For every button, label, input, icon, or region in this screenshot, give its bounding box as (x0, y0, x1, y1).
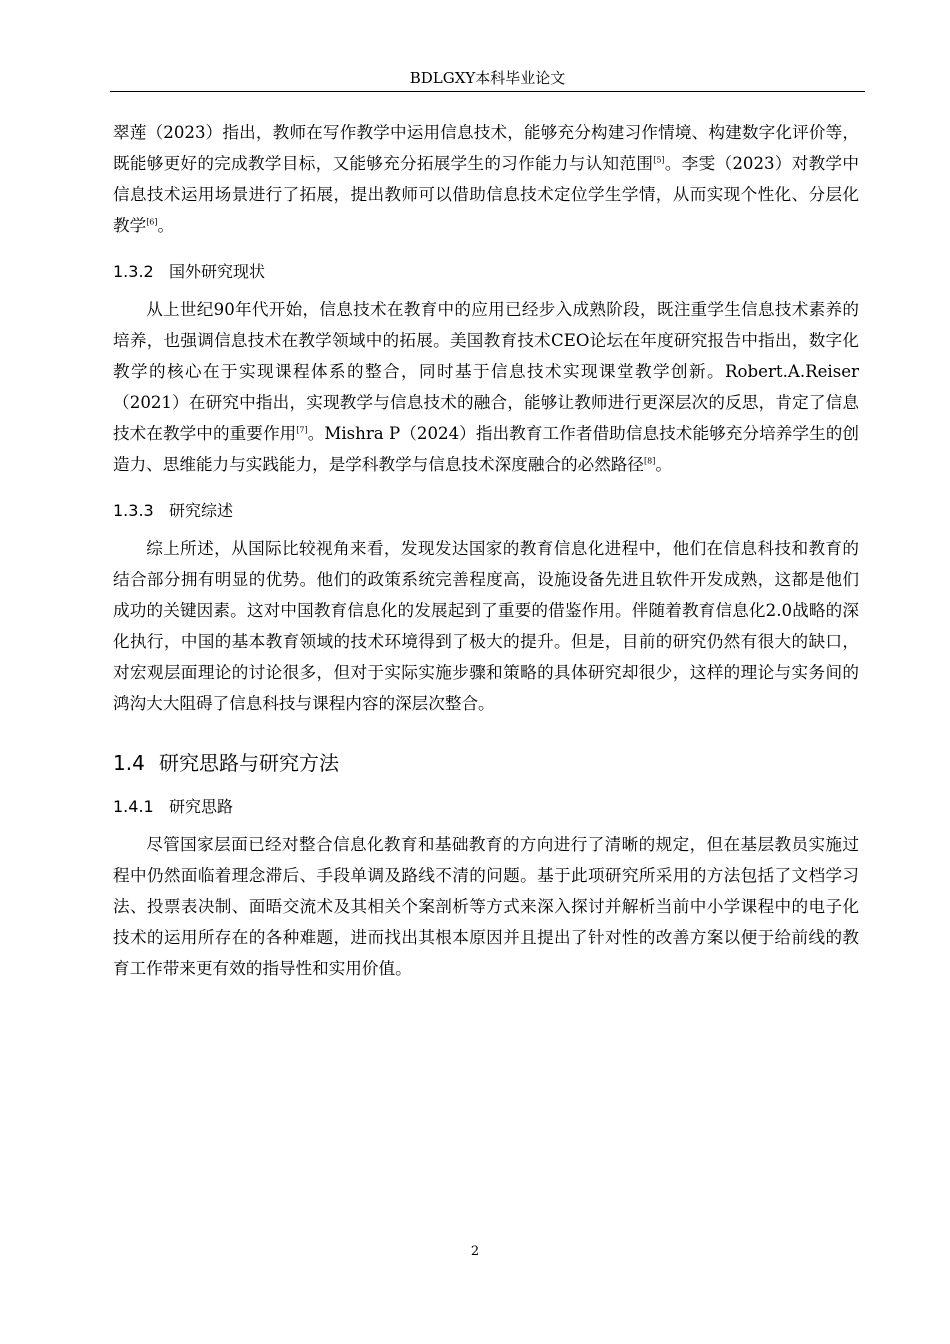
paragraph: 尽管国家层面已经对整合信息化教育和基础教育的方向进行了清晰的规定，但在基层教员实施过程中仍然面临着理念滞后、手段单调及路线不清的问题。基于此项研究所采用的方法包括了文档学习法、投票表决制、面晤交流术及其相关个案剖析等方式来深入探讨并解析当前中小学课程中的电子化技术的运用所存在的各种难题，进而找出其根本原因并且提出了针对性的改善方案以便于给前线的教育工作带来更有效的指导性和实用价值。 (113, 835, 859, 978)
paragraph-text: 翠莲（2023）指出，教师在写作教学中运用信息技术，能够充分构建习作情境、构建数字化评价等，既能够更好的完成教学目标，又能够充分拓展学生的习作能力与认知范围 (113, 123, 859, 173)
page-number: 2 (470, 1244, 480, 1259)
subsection-heading (113, 499, 859, 523)
section-heading (113, 749, 859, 777)
subsection-heading (113, 260, 859, 284)
heading-number: 1.4.1 (113, 797, 154, 816)
citation-ref: [5] (653, 155, 665, 165)
subsection-heading (113, 795, 859, 819)
document-body (113, 117, 859, 984)
paragraph (113, 294, 859, 480)
paragraph-text: 。李雯（2023）对教学中信息技术运用场景进行了拓展，提出教师可以借助信息技术定位学生学情，从而实现个性化、分层化教学 (113, 154, 859, 235)
heading-title: 研究思路与研究方法 (159, 751, 339, 775)
page-header (110, 68, 865, 92)
heading-title: 国外研究现状 (169, 262, 266, 281)
paragraph-text: 从上世纪90年代开始，信息技术在教育中的应用已经步入成熟阶段，既注重学生信息技术素养的培养，也强调信息技术在教学领域中的拓展。美国教育技术CEO论坛在年度研究报告中指出，数字化教学的核心在于实现课程体系的整合，同时基于信息技术实现课堂教学创新。Robert.A.Reiser （2021）在研究中指出，实现教学与信息技术的融合，能够让教师进行更深层次的反思，肯定了信息技术在教学中的重要作用 (113, 300, 859, 443)
paragraph-continued (113, 117, 859, 241)
header-title: BDLGXY本科毕业论文 (409, 69, 566, 87)
paragraph-text: 。 (157, 216, 175, 235)
paragraph-text: 。 (655, 455, 672, 474)
heading-number: 1.4 (113, 751, 145, 775)
citation-ref: [6] (146, 217, 158, 227)
heading-number: 1.3.3 (113, 501, 154, 520)
citation-ref: [7] (296, 425, 308, 435)
paragraph-text: 。Mishra P（2024）指出教育工作者借助信息技术能够充分培养学生的创造力、思维能力与实践能力，是学科教学与信息技术深度融合的必然路径 (113, 424, 860, 474)
paragraph: 综上所述，从国际比较视角来看，发现发达国家的教育信息化进程中，他们在信息科技和教育的结合部分拥有明显的优势。他们的政策系统完善程度高，设施设备先进且软件开发成熟，这都是他们成功的关键因素。这对中国教育信息化的发展起到了重要的借鉴作用。伴随着教育信息化2.0战略的深化执行，中国的基本教育领域的技术环境得到了极大的提升。但是，目前的研究仍然有很大的缺口，对宏观层面理论的讨论很多，但对于实际实施步骤和策略的具体研究却很少，这样的理论与实务间的鸿沟大大阻碍了信息科技与课程内容的深层次整合。 (113, 539, 859, 713)
heading-title: 研究思路 (169, 797, 234, 816)
heading-title: 研究综述 (169, 501, 234, 520)
citation-ref: [8] (644, 456, 656, 466)
heading-number: 1.3.2 (113, 262, 154, 281)
